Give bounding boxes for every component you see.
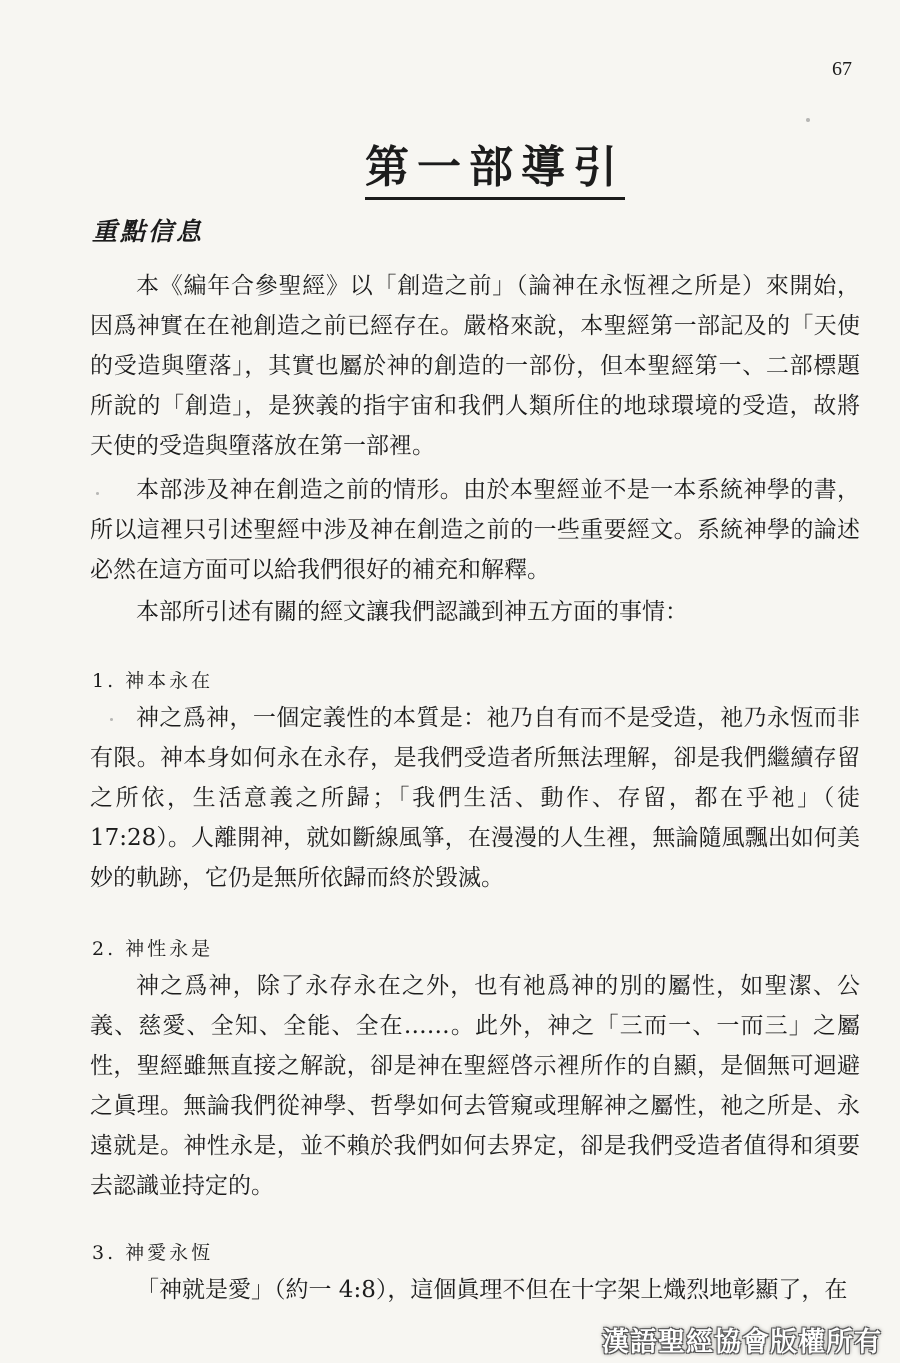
section-heading: 重點信息 <box>92 217 205 246</box>
subsection-text-2: 神之爲神，除了永存永在之外，也有祂爲神的別的屬性，如聖潔、公義、慈愛、全知、全能、全在……。此外，神之「三而一、一而三」之屬性，聖經雖無直接之解說，卻是神在聖經啓示裡所作的自顯，是個無可迴避之眞理。無論我們從神學、哲學如何去管窺或理解神之屬性，祂之所是、永遠就是。神性永是，並不賴於我們如何去界定，卻是我們受造者值得和須要去認識並持定的。 <box>90 973 860 1199</box>
paragraph-intro: 本《編年合參聖經》以「創造之前」（論神在永恆裡之所是）來開始，因爲神實在在祂創造之前已經存在。嚴格來說，本聖經第一部記及的「天使的受造與墮落」，其實也屬於神的創造的一部份，但本聖經第一、二部標題所說的「創造」，是狹義的指宇宙和我們人類所住的地球環境的受造，故將天使的受造與墮落放在第一部裡。 <box>90 273 860 459</box>
copyright-watermark: 漢語聖經協會版權所有 <box>602 1327 882 1358</box>
scan-speck <box>110 718 113 721</box>
paragraph-overview: 本部所引述有關的經文讓我們認識到神五方面的事情： <box>136 599 688 625</box>
page-title-text: 第一部導引 <box>365 145 625 200</box>
scan-speck <box>806 118 810 122</box>
subsection-text-1: 神之爲神，一個定義性的本質是：祂乃自有而不是受造，祂乃永恆而非有限。神本身如何永在永存，是我們受造者所無法理解，卻是我們繼續存留之所依，生活意義之所歸；「我們生活、動作、存留，都在乎祂」（徒 17:28）。人離開神，就如斷線風箏，在漫漫的人生裡，無論隨風飄出如何美妙的軌跡，它仍是無所依歸而終於毀滅。 <box>90 705 860 891</box>
page-number: 67 <box>832 58 852 80</box>
subsection-heading-3: 3. 神愛永恆 <box>92 1242 214 1264</box>
subsection-text-3: 「神就是愛」（約一 4:8），這個眞理不但在十字架上熾烈地彰顯了，在 <box>136 1277 848 1303</box>
page-title <box>0 142 900 200</box>
scan-speck <box>96 492 99 495</box>
subsection-heading-2: 2. 神性永是 <box>92 938 214 960</box>
subsection-heading-1: 1. 神本永在 <box>92 670 214 692</box>
paragraph-scope: 本部涉及神在創造之前的情形。由於本聖經並不是一本系統神學的書，所以這裡只引述聖經中涉及神在創造之前的一些重要經文。系統神學的論述必然在這方面可以給我們很好的補充和解釋。 <box>90 477 860 583</box>
